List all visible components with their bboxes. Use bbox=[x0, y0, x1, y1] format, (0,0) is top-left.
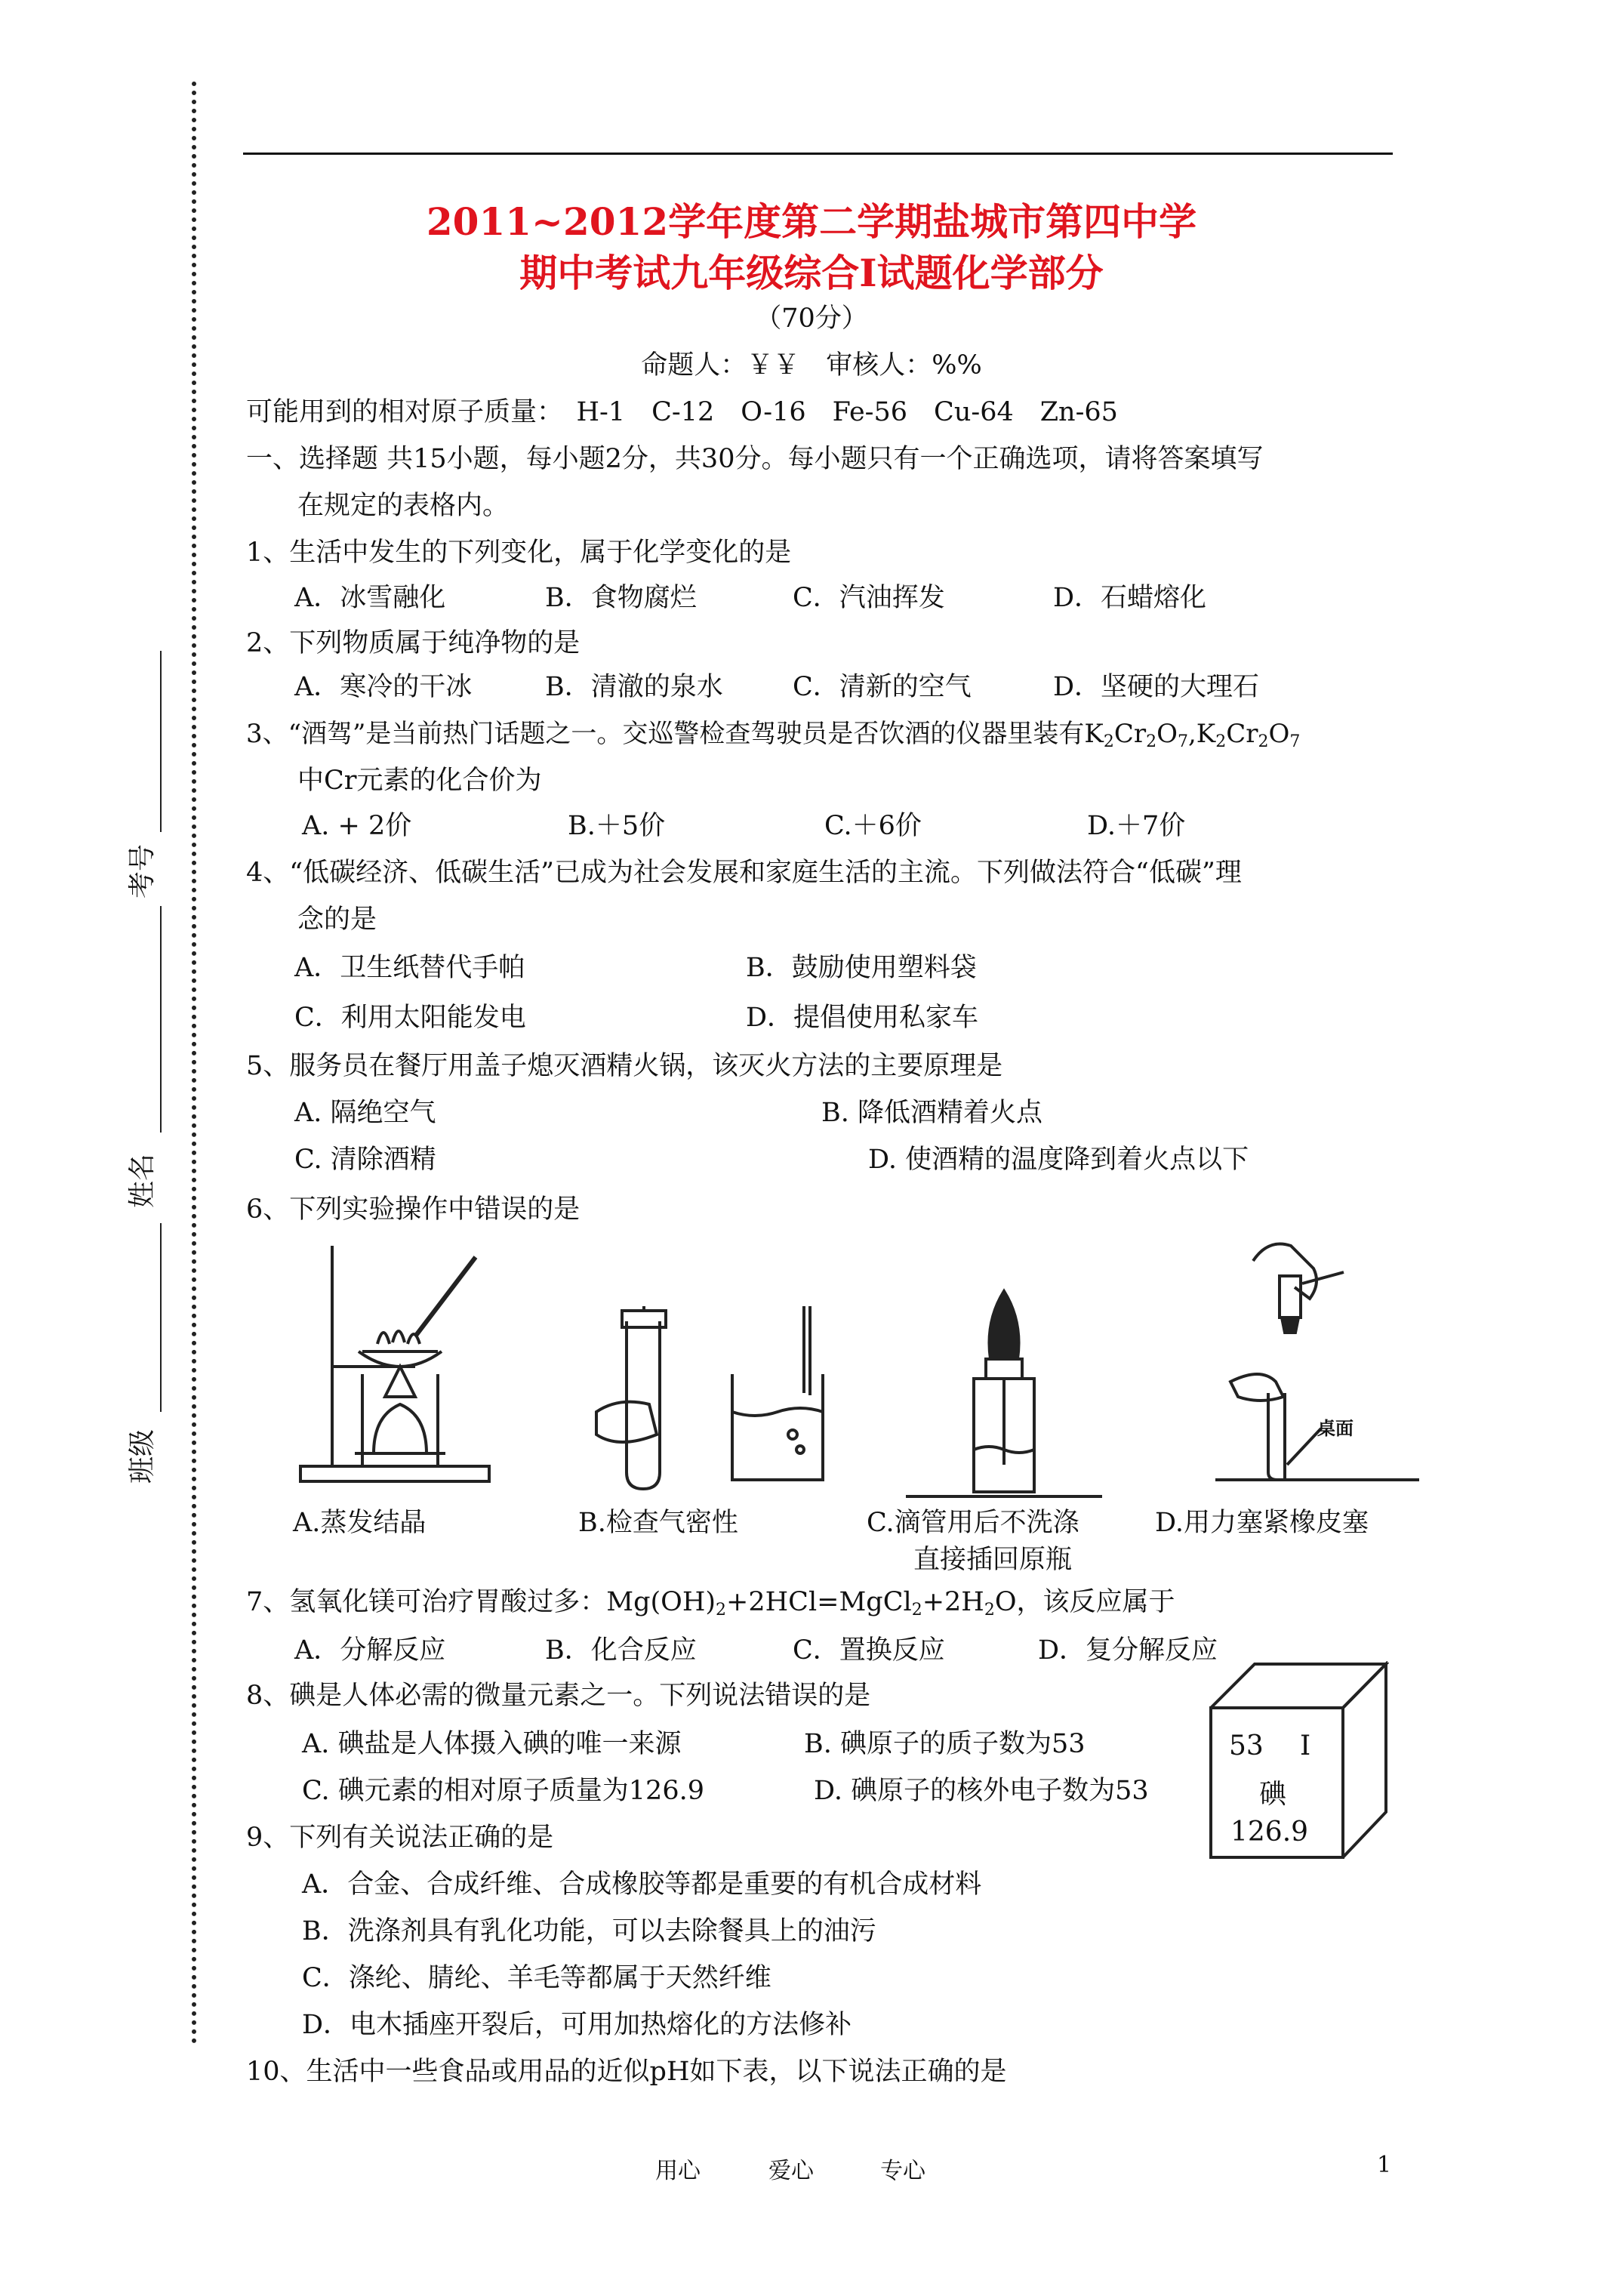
element-name: 碘 bbox=[1259, 1779, 1287, 1810]
page-number: 1 bbox=[1377, 2152, 1392, 2178]
footer-motto-3: 专心 bbox=[880, 2158, 925, 2184]
element-number: 53 bbox=[1229, 1730, 1264, 1761]
figure-airtightness bbox=[581, 1306, 830, 1495]
name-underline bbox=[160, 906, 162, 1133]
q3-option-b: B.＋5价 bbox=[568, 811, 666, 841]
q7-option-a: A．分解反应 bbox=[294, 1635, 446, 1666]
section1-heading: 一、选择题 共15小题，每小题2分，共30分。每小题只有一个正确选项，请将答案填写 bbox=[246, 444, 1264, 474]
q7-sub-2: 2 bbox=[911, 1601, 922, 1620]
q4-option-d: D．提倡使用私家车 bbox=[746, 1003, 979, 1033]
q5-option-d: D. 使酒精的温度降到着火点以下 bbox=[868, 1145, 1249, 1175]
q5-option-c: C. 清除酒精 bbox=[294, 1145, 436, 1175]
q3-option-d: D.＋7价 bbox=[1087, 811, 1186, 841]
name-label: 姓名 bbox=[127, 1153, 158, 1208]
q2-option-b: B．清澈的泉水 bbox=[545, 672, 723, 702]
element-symbol: I bbox=[1300, 1730, 1311, 1761]
q3-option-c: C.＋6价 bbox=[824, 811, 922, 841]
q4-stem: 4、“低碳经济、低碳生活”已成为社会发展和家庭生活的主流。下列做法符合“低碳”理 bbox=[246, 858, 1242, 888]
q1-option-b: B．食物腐烂 bbox=[545, 583, 697, 613]
q3-stem-cont: 中Cr元素的化合价为 bbox=[297, 766, 542, 796]
q4-stem-cont: 念的是 bbox=[297, 905, 377, 935]
q1-option-c: C．汽油挥发 bbox=[793, 583, 945, 613]
q7-option-c: C．置换反应 bbox=[793, 1635, 945, 1666]
q8-option-c: C. 碘元素的相对原子质量为126.9 bbox=[302, 1776, 704, 1806]
figure-evaporation bbox=[287, 1238, 513, 1487]
q9-option-a: A．合金、合成纤维、合成橡胶等都是重要的有机合成材料 bbox=[302, 1869, 982, 1900]
q6-option-d: D.用力塞紧橡皮塞 bbox=[1155, 1508, 1369, 1538]
q8-option-b: B. 碘原子的质子数为53 bbox=[804, 1729, 1086, 1759]
q4-option-b: B．鼓励使用塑料袋 bbox=[746, 953, 977, 983]
footer-motto-2: 爱心 bbox=[768, 2158, 814, 2184]
exam-no-label: 考号 bbox=[127, 843, 158, 898]
footer-motto-1: 用心 bbox=[655, 2158, 701, 2184]
figure-d-desk-label: 桌面 bbox=[1317, 1417, 1354, 1439]
q7-option-d: D．复分解反应 bbox=[1038, 1635, 1218, 1666]
q6-stem: 6、下列实验操作中错误的是 bbox=[246, 1194, 581, 1225]
element-mass: 126.9 bbox=[1230, 1817, 1309, 1848]
q9-option-c: C．涤纶、腈纶、羊毛等都属于天然纤维 bbox=[302, 1963, 771, 1993]
q7-stem-part2: +2HCl=MgCl bbox=[726, 1587, 912, 1617]
q8-stem: 8、碘是人体必需的微量元素之一。下列说法错误的是 bbox=[246, 1681, 871, 1711]
q9-stem: 9、下列有关说法正确的是 bbox=[246, 1823, 554, 1853]
q1-option-a: A．冰雪融化 bbox=[294, 583, 446, 613]
exam-no-underline bbox=[160, 651, 162, 832]
q6-option-c: C.滴管用后不洗涤 bbox=[867, 1508, 1079, 1538]
q5-option-a: A. 隔绝空气 bbox=[294, 1098, 436, 1128]
q6-option-c-cont: 直接插回原瓶 bbox=[913, 1545, 1073, 1575]
section1-heading-cont: 在规定的表格内。 bbox=[297, 491, 510, 521]
q6-option-b: B.检查气密性 bbox=[578, 1508, 738, 1538]
q2-stem: 2、下列物质属于纯净物的是 bbox=[246, 628, 581, 658]
title-line1: 2011~2012学年度第二学期盐城市第四中学 bbox=[426, 199, 1197, 244]
q8-option-a: A. 碘盐是人体摄入碘的唯一来源 bbox=[302, 1729, 682, 1759]
q7-stem bbox=[246, 1586, 1175, 1619]
q6-option-a: A.蒸发结晶 bbox=[293, 1508, 427, 1538]
top-rule bbox=[243, 153, 1393, 155]
q2-option-c: C．清新的空气 bbox=[793, 672, 972, 702]
figure-dropper bbox=[906, 1284, 1102, 1502]
q2-option-a: A．寒冷的干冰 bbox=[294, 672, 473, 702]
title-line2: 期中考试九年级综合Ⅰ试题化学部分 bbox=[519, 251, 1104, 295]
q3-formula-1: $K_2Cr_2O_7,K_2Cr_2O_7$ bbox=[1084, 719, 1301, 751]
class-label: 班级 bbox=[127, 1428, 158, 1484]
figure-stopper bbox=[1215, 1231, 1419, 1487]
q7-stem-part3: +2H bbox=[922, 1587, 984, 1617]
q5-stem: 5、服务员在餐厅用盖子熄灭酒精火锅，该灭火方法的主要原理是 bbox=[246, 1051, 1003, 1081]
q1-option-d: D．石蜡熔化 bbox=[1053, 583, 1207, 613]
q9-option-d: D．电木插座开裂后，可用加热熔化的方法修补 bbox=[302, 2010, 852, 2040]
q8-option-d: D. 碘原子的核外电子数为53 bbox=[814, 1776, 1149, 1806]
q7-option-b: B．化合反应 bbox=[545, 1635, 697, 1666]
q7-sub-3: 2 bbox=[984, 1601, 995, 1620]
q2-option-d: D．坚硬的大理石 bbox=[1053, 672, 1260, 702]
q3-stem-text: 3、“酒驾”是当前热门话题之一。交巡警检查驾驶员是否饮酒的仪器里装有 bbox=[246, 719, 1085, 749]
q3-option-a: A. + 2价 bbox=[302, 811, 412, 841]
q3-stem bbox=[246, 717, 1300, 750]
q1-stem: 1、生活中发生的下列变化，属于化学变化的是 bbox=[246, 538, 792, 568]
authors: 命题人：￥￥ 审核人：%% bbox=[641, 350, 982, 381]
q7-sub-1: 2 bbox=[716, 1601, 727, 1620]
q4-option-c: C．利用太阳能发电 bbox=[294, 1003, 526, 1033]
score: （70分） bbox=[755, 304, 868, 334]
class-underline bbox=[160, 1223, 162, 1412]
q7-stem-part4: O，该反应属于 bbox=[994, 1587, 1175, 1617]
q10-stem: 10、生活中一些食品或用品的近似pH如下表，以下说法正确的是 bbox=[246, 2057, 1007, 2087]
q4-option-a: A．卫生纸替代手帕 bbox=[294, 953, 525, 983]
q5-option-b: B. 降低酒精着火点 bbox=[821, 1098, 1042, 1128]
q7-stem-part1: 7、氢氧化镁可治疗胃酸过多：Mg(OH) bbox=[246, 1587, 716, 1617]
atomic-masses: 可能用到的相对原子质量： H-1 C-12 O-16 Fe-56 Cu-64 Zn-65 bbox=[246, 397, 1118, 427]
q9-option-b: B．洗涤剂具有乳化功能，可以去除餐具上的油污 bbox=[302, 1916, 876, 1946]
